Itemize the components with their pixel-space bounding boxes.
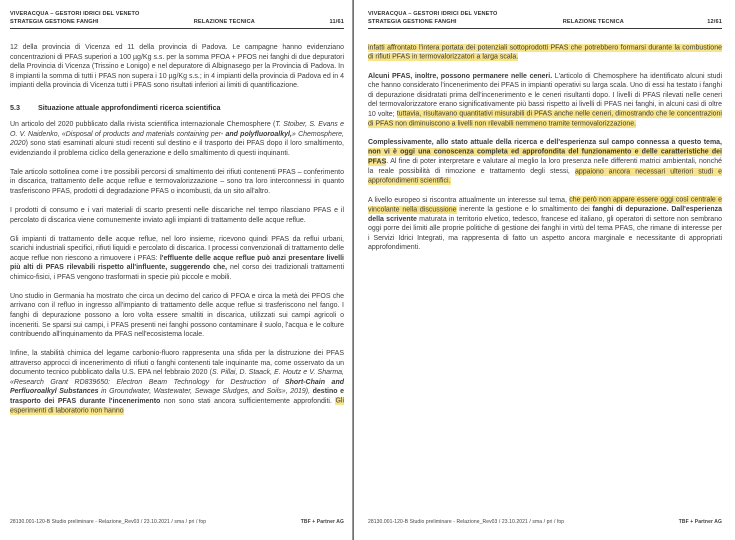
text-segment: maturata in territorio elvetico, tedesco, francese ed italiano, gli operatori di settore non sembrano oggi porre dei limiti alle proprie politiche di gestione dei fanghi in virtù del tema PFAS, che rimane di interesse per i Servizi Idrici Integrati, ma rappresenta di fatto un aspetto ancora marginale e necessitante di appropriati approfondimenti. bbox=[368, 215, 722, 252]
text-segment: I prodotti di consumo e i vari materiali di scarto presenti nelle discariche nel tempo rilasciano PFAS e il percolato di discarica viene comunemente inviato agli impianti di trattamento delle acque reflue. bbox=[10, 207, 344, 224]
text-segment: S. Pillai, D. Staack, E. Houtz e V. Sharma, «Research Grant RD839650: Electron Beam Technology for Destruction of bbox=[10, 369, 344, 386]
text-segment: inerente la gestione e lo smaltimento dei bbox=[456, 206, 593, 214]
page-11 bbox=[0, 0, 353, 540]
footer-company: TBF + Partner AG bbox=[678, 519, 722, 525]
header-organization: VIVERACQUA – GESTORI IDRICI DEL VENETO bbox=[368, 11, 498, 17]
page-12 bbox=[353, 0, 735, 540]
text-segment: Alcuni PFAS, inoltre, possono permanere nelle ceneri. bbox=[368, 72, 553, 80]
section-number: 5.3 bbox=[10, 102, 20, 112]
text-segment: 12 della provincia di Vicenza ed 11 della provincia di Padova. Le campagne hanno evidenziano concentrazioni di PFAS superiori a 100 µg/Kg s.s. per la somma PFOA + PFOS nei fanghi di due depuratori della Provincia di Vicenza (Trissino e Lonigo) e nel depuratore di Albignasego per la Provincia di Padova. In 8 impianti la somma di tutti i PFAS non supera i 10 µg/Kg s.s.; in 4 impianti della provincia di Padova ed in 4 impianti della provincia di Vicenza tutti i PFAS sono risultati inferiori ai limiti di quantificazione. bbox=[10, 44, 344, 90]
text-segment: Tale articolo sottolinea come i tre possibili percorsi di smaltimento dei rifiuti contenenti PFAS – conferimento in discarica, trattamento delle acque reflue e termovalorizzazione – sono tra loro interconnessi in quanto trasferiscono PFAS, prodotti di degradazione PFAS o incombusti, da un sito all'altro. bbox=[10, 168, 344, 196]
text-segment: in Groundwater, Wastewater, Sewage Sludges, and Soils», 2019), bbox=[98, 388, 311, 396]
text-segment: l'effluente delle acque reflue può anzi presentare livelli più alti di PFAS rilevabili rispetto all'influente, suggerendo che, bbox=[10, 254, 344, 272]
text-segment: Uno studio in Germania ha mostrato che circa un decimo del carico di PFOA e circa la metà dei PFOS che arrivano con il refluo in ingresso all'impianto di trattamento delle acque reflue si trasferiscono nel fango. I fanghi di depurazione possono a loro volta essere smaltiti in discarica, utilizzati sui campi agricoli o inceneriti. Se sparsi sui campi, i PFAS presenti nei fanghi possono contaminare il suolo, l'acqua e le colture contribuendo all'inquinamento da PFAS nell'ecosistema locale. bbox=[10, 292, 344, 339]
header-doc-type: RELAZIONE TECNICA bbox=[193, 19, 255, 25]
footer-company: TBF + Partner AG bbox=[300, 519, 344, 525]
header-page-number: 12/61 bbox=[707, 19, 722, 25]
page-header bbox=[10, 10, 344, 29]
text-segment: L'articolo di Chemosphere ha identificato alcuni studi che hanno considerato l'incenerimento dei PFAS in impianti operativi su larga scala. Uno di essi ha testato i fanghi di depurazione disidratati prima dell'incenerimento e le ceneri risultanti dopo. I livelli di PFAS rilevati nelle ceneri del termovalorizzatore erano significativamente più bassi rispetto ai livelli di PFAS nei fanghi, in alcuni casi di oltre 10 volte; bbox=[368, 72, 722, 118]
text-segment: destino e trasporto dei PFAS durante l'incenerimento bbox=[10, 388, 344, 405]
highlighted-text: che però non appare essere oggi così centrale e vincolante nella discussione bbox=[368, 196, 722, 214]
text-segment: fanghi di depurazione. Dall'esperienza della scrivente bbox=[368, 206, 723, 223]
header-page-number: 11/61 bbox=[329, 19, 344, 25]
text-segment: and polyfluoroalkyl, bbox=[225, 130, 292, 138]
text-segment: Short-Chain and Perfluoroalkyl Substances bbox=[10, 378, 344, 396]
highlighted-text: infatti affrontato l'intera portata dei potenziali sottoprodotti PFAS che potrebbero formarsi durante la combustione di rifiuti PFAS in termovalorizzatori a larga scala. bbox=[368, 44, 722, 61]
text-segment: non sono stati ancora sufficientemente approfonditi. bbox=[160, 397, 336, 405]
page-footer bbox=[10, 519, 344, 525]
header-doc-type: RELAZIONE TECNICA bbox=[562, 19, 624, 25]
page-header bbox=[368, 10, 722, 29]
paragraph bbox=[368, 138, 722, 186]
paragraph bbox=[10, 206, 344, 225]
paragraph bbox=[368, 72, 722, 129]
page-body bbox=[368, 43, 722, 253]
page-footer bbox=[368, 519, 722, 525]
section-heading bbox=[10, 103, 344, 113]
footer-reference: 28130.001-120-B Studio preliminare - Relazione_Rev03 / 23.10.2021 / sma / pri / fop bbox=[10, 519, 207, 525]
header-doc-title: STRATEGIA GESTIONE FANGHI bbox=[10, 19, 99, 25]
text-segment: Gli impianti di trattamento delle acque reflue, nel loro insieme, ricevono quindi PFAS da reflui urbani, scarichi industriali specifici, rifiuti liquidi e percolato di discarica. I processi convenzionali di trattamento delle acque reflue non riescono a rimuovere i PFAS: bbox=[10, 235, 344, 262]
highlighted-text: non vi è oggi una conoscenza completa ed approfondita del funzionamento e delle caratteristiche dei PFAS bbox=[368, 148, 722, 166]
text-segment: nel corso dei tradizionali trattamenti chimico-fisici, i PFAS vengono trasformati in specie più piccole e mobili. bbox=[10, 264, 344, 281]
page-body bbox=[10, 43, 344, 416]
text-segment: ) sono stati esaminati alcuni studi recenti sul destino e il trasporto dei PFAS dopo il loro smaltimento, evidenziando il problema ciclico della generazione e dello smaltimento di questi inquinanti. bbox=[10, 140, 344, 157]
paragraph bbox=[10, 292, 344, 340]
text-segment: Un articolo del 2020 pubblicato dalla rivista scientifica internazionale Chemosphere ( bbox=[10, 121, 276, 129]
text-segment: A livello europeo si riscontra attualmente un interesse sul tema, bbox=[368, 196, 570, 204]
paragraph bbox=[10, 120, 344, 158]
paragraph bbox=[10, 168, 344, 197]
header-organization: VIVERACQUA – GESTORI IDRICI DEL VENETO bbox=[10, 11, 140, 17]
text-segment: . Al fine di poter interpretare e valutare al meglio la loro presenza nelle differenti matrici ambientali, nonché la reale possibilità di rimozione e trattamento degli stessi, bbox=[368, 158, 722, 176]
paragraph bbox=[368, 43, 722, 62]
text-segment: Complessivamente, allo stato attuale della ricerca e dell'esperienza sul campo connessa a questo tema, bbox=[368, 139, 722, 147]
section-title: Situazione attuale approfondimenti ricerca scientifica bbox=[38, 102, 221, 112]
text-segment: Infine, la stabilità chimica del legame carbonio-fluoro rappresenta una sfida per la distruzione dei PFAS attraverso approcci di incenerimento di rifiuti o fanghi contenenti tale inquinante ma, come osservato da un documento tecnico pubblicato dalla U.S. EPA nel febbraio 2020 ( bbox=[10, 350, 344, 377]
paragraph bbox=[10, 235, 344, 283]
header-rule bbox=[368, 28, 722, 29]
header-doc-title: STRATEGIA GESTIONE FANGHI bbox=[368, 19, 457, 25]
paragraph bbox=[10, 43, 344, 91]
header-rule bbox=[10, 28, 344, 29]
highlighted-text: tuttavia, risultavano quantitativi misurabili di PFAS anche nelle ceneri, dimostrando che le concentrazioni di PFAS non diminuiscono a livelli non rilevabili nemmeno tramite termovalorizzazione. bbox=[368, 110, 722, 128]
highlighted-text: appaiono ancora necessari ulteriori studi e approfondimenti scientifici. bbox=[368, 168, 722, 185]
highlighted-text: Gli esperimenti di laboratorio non hanno bbox=[10, 397, 344, 415]
text-segment: T. Stoiber, S. Evans e O. V. Naidenko, «Disposal of products and materials containing per- bbox=[10, 121, 344, 138]
text-segment: » Chemosphere, 2020 bbox=[10, 130, 345, 148]
footer-reference: 28130.001-120-B Studio preliminare - Relazione_Rev03 / 23.10.2021 / sma / pri / fop bbox=[368, 519, 565, 525]
paragraph bbox=[368, 196, 722, 253]
paragraph bbox=[10, 349, 344, 416]
